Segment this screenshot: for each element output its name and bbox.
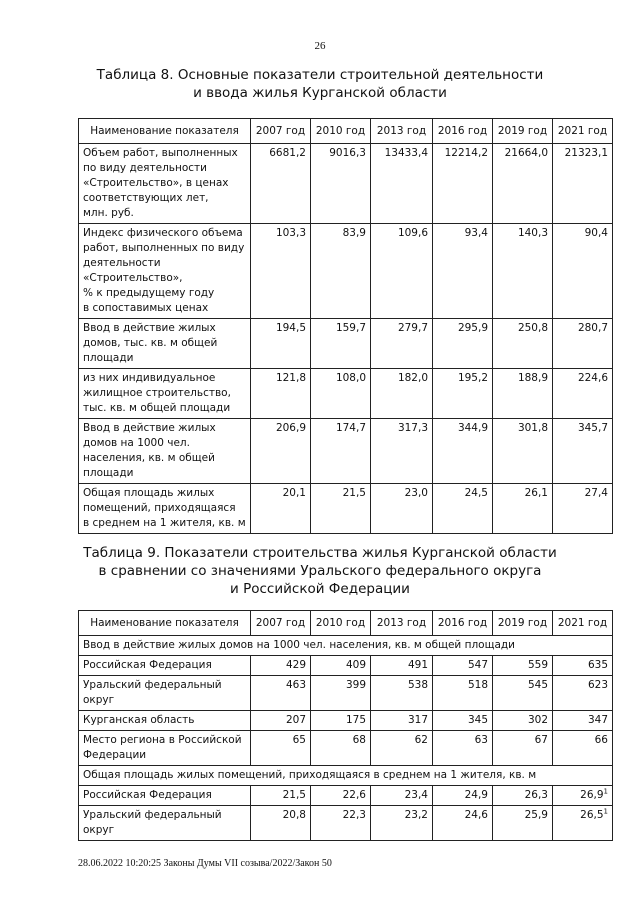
value-cell: 280,7 xyxy=(553,319,613,369)
value-cell: 345 xyxy=(433,711,493,731)
value-cell: 206,9 xyxy=(251,419,311,484)
header-year: 2019 год xyxy=(493,611,553,636)
value-cell: 21664,0 xyxy=(493,144,553,224)
value-cell: 538 xyxy=(371,676,433,711)
indicator-name xyxy=(79,144,251,224)
value-cell: 194,5 xyxy=(251,319,311,369)
table-row xyxy=(79,786,613,806)
header-year: 2019 год xyxy=(493,119,553,144)
table-row xyxy=(79,731,613,766)
value-cell: 635 xyxy=(553,656,613,676)
table-row xyxy=(79,711,613,731)
value-cell: 68 xyxy=(311,731,371,766)
value-cell: 109,6 xyxy=(371,224,433,319)
indicator-name-line: Российская Федерация xyxy=(83,789,212,801)
indicator-name xyxy=(79,806,251,841)
value-cell: 547 xyxy=(433,656,493,676)
value-cell: 24,5 xyxy=(433,484,493,534)
value-cell: 545 xyxy=(493,676,553,711)
header-indicator-name: Наименование показателя xyxy=(79,119,251,144)
indicator-name-line: Индекс физического объема xyxy=(83,227,243,239)
value-cell: 21,5 xyxy=(311,484,371,534)
indicator-name xyxy=(79,731,251,766)
indicator-name-line: «Строительство», xyxy=(83,272,183,284)
indicator-name xyxy=(79,676,251,711)
indicator-name-line: округ xyxy=(83,824,115,836)
indicator-name-line: Ввод в действие жилых xyxy=(83,322,216,334)
value-cell: 66 xyxy=(553,731,613,766)
value-cell: 90,4 xyxy=(553,224,613,319)
value-cell: 250,8 xyxy=(493,319,553,369)
indicator-name-line: в среднем на 1 жителя, кв. м xyxy=(83,517,246,529)
indicator-name xyxy=(79,419,251,484)
indicator-name xyxy=(79,711,251,731)
indicator-name-line: в сопоставимых ценах xyxy=(83,302,209,314)
indicator-name-line: из них индивидуальное xyxy=(83,372,216,384)
value-cell: 429 xyxy=(251,656,311,676)
header-year: 2016 год xyxy=(433,611,493,636)
value-cell: 24,6 xyxy=(433,806,493,841)
value-cell: 25,9 xyxy=(493,806,553,841)
table-row xyxy=(79,419,613,484)
header-year: 2013 год xyxy=(371,119,433,144)
value-cell: 21,5 xyxy=(251,786,311,806)
header-year: 2010 год xyxy=(311,119,371,144)
header-indicator-name: Наименование показателя xyxy=(79,611,251,636)
section-row xyxy=(79,766,613,786)
value-cell: 347 xyxy=(553,711,613,731)
indicator-name xyxy=(79,319,251,369)
table9-title-line: и Российской Федерации xyxy=(230,581,410,597)
value-cell: 21323,1 xyxy=(553,144,613,224)
table-row xyxy=(79,319,613,369)
section-title: Общая площадь жилых помещений, приходящаяся в среднем на 1 жителя, кв. м xyxy=(79,766,613,786)
value-cell: 108,0 xyxy=(311,369,371,419)
value-cell: 159,7 xyxy=(311,319,371,369)
value-cell: 140,3 xyxy=(493,224,553,319)
value-cell: 175 xyxy=(311,711,371,731)
table-row xyxy=(79,144,613,224)
value-cell: 224,6 xyxy=(553,369,613,419)
table8-title-line: и ввода жилья Курганской области xyxy=(193,85,447,101)
value-cell: 301,8 xyxy=(493,419,553,484)
value-cell: 344,9 xyxy=(433,419,493,484)
table-row xyxy=(79,369,613,419)
page-number: 26 xyxy=(314,40,326,52)
table-row xyxy=(79,806,613,841)
value-cell: 463 xyxy=(251,676,311,711)
value-cell: 317,3 xyxy=(371,419,433,484)
value-cell: 182,0 xyxy=(371,369,433,419)
value-cell: 174,7 xyxy=(311,419,371,484)
indicator-name-line: населения, кв. м общей xyxy=(83,452,215,464)
value-cell: 65 xyxy=(251,731,311,766)
header-year: 2021 год xyxy=(553,119,613,144)
table8-title-line: Таблица 8. Основные показатели строительной деятельности xyxy=(96,67,544,83)
indicator-name-line: деятельности xyxy=(83,257,161,269)
indicator-name-line: Объем работ, выполненных xyxy=(83,147,238,159)
value-cell: 317 xyxy=(371,711,433,731)
table8-header-row xyxy=(79,119,613,144)
indicator-name-line: млн. руб. xyxy=(83,207,134,219)
value-cell: 26,9$^1$ xyxy=(553,786,613,806)
indicator-name-line: помещений, приходящаяся xyxy=(83,502,236,514)
header-year: 2013 год xyxy=(371,611,433,636)
footer-stamp: 28.06.2022 10:20:25 Законы Думы VII созыва/2022/Закон 50 xyxy=(78,858,332,869)
table8 xyxy=(78,118,613,534)
indicator-name xyxy=(79,224,251,319)
indicator-name-line: жилищное строительство, xyxy=(83,387,231,399)
table9-title-line: Таблица 9. Показатели строительства жилья Курганской области xyxy=(83,545,557,561)
value-cell: 103,3 xyxy=(251,224,311,319)
header-year: 2007 год xyxy=(251,119,311,144)
indicator-name-line: соответствующих лет, xyxy=(83,192,209,204)
header-year: 2007 год xyxy=(251,611,311,636)
indicator-name-line: округ xyxy=(83,694,115,706)
value-cell: 67 xyxy=(493,731,553,766)
indicator-name-line: по виду деятельности xyxy=(83,162,207,174)
indicator-name-line: домов на 1000 чел. xyxy=(83,437,190,449)
value-cell: 295,9 xyxy=(433,319,493,369)
value-cell: 23,2 xyxy=(371,806,433,841)
table9-title-line: в сравнении со значениями Уральского федерального округа xyxy=(98,563,542,579)
value-cell: 302 xyxy=(493,711,553,731)
value-cell: 6681,2 xyxy=(251,144,311,224)
indicator-name xyxy=(79,656,251,676)
value-cell: 121,8 xyxy=(251,369,311,419)
value-cell: 23,4 xyxy=(371,786,433,806)
indicator-name-line: Российская Федерация xyxy=(83,659,212,671)
value-cell: 22,6 xyxy=(311,786,371,806)
indicator-name xyxy=(79,369,251,419)
indicator-name-line: площади xyxy=(83,467,134,479)
value-cell: 623 xyxy=(553,676,613,711)
indicator-name xyxy=(79,484,251,534)
value-cell: 409 xyxy=(311,656,371,676)
indicator-name-line: Уральский федеральный xyxy=(83,809,222,821)
value-cell: 26,3 xyxy=(493,786,553,806)
value-cell: 27,4 xyxy=(553,484,613,534)
indicator-name-line: Федерации xyxy=(83,749,147,761)
table9 xyxy=(78,610,613,841)
value-cell: 12214,2 xyxy=(433,144,493,224)
indicator-name-line: Ввод в действие жилых xyxy=(83,422,216,434)
value-cell: 93,4 xyxy=(433,224,493,319)
table9-header-row xyxy=(79,611,613,636)
section-title: Ввод в действие жилых домов на 1000 чел. населения, кв. м общей площади xyxy=(79,636,613,656)
table-row xyxy=(79,676,613,711)
value-cell: 559 xyxy=(493,656,553,676)
value-cell: 207 xyxy=(251,711,311,731)
value-cell: 345,7 xyxy=(553,419,613,484)
value-cell: 188,9 xyxy=(493,369,553,419)
header-year: 2016 год xyxy=(433,119,493,144)
indicator-name-line: Место региона в Российской xyxy=(83,734,242,746)
value-cell: 62 xyxy=(371,731,433,766)
indicator-name-line: Курганская область xyxy=(83,714,195,726)
value-cell: 26,1 xyxy=(493,484,553,534)
value-cell: 20,8 xyxy=(251,806,311,841)
indicator-name-line: работ, выполненных по виду xyxy=(83,242,245,254)
value-cell: 491 xyxy=(371,656,433,676)
table-row xyxy=(79,656,613,676)
header-year: 2010 год xyxy=(311,611,371,636)
indicator-name-line: тыс. кв. м общей площади xyxy=(83,402,231,414)
indicator-name-line: домов, тыс. кв. м общей xyxy=(83,337,218,349)
footnote-mark: 1 xyxy=(603,807,608,816)
value-cell: 9016,3 xyxy=(311,144,371,224)
value-cell: 20,1 xyxy=(251,484,311,534)
indicator-name-line: % к предыдущему году xyxy=(83,287,215,299)
value-cell: 279,7 xyxy=(371,319,433,369)
indicator-name-line: Общая площадь жилых xyxy=(83,487,215,499)
value-cell: 83,9 xyxy=(311,224,371,319)
indicator-name xyxy=(79,786,251,806)
footnote-mark: 1 xyxy=(603,787,608,796)
table-row xyxy=(79,224,613,319)
value-cell: 399 xyxy=(311,676,371,711)
value-cell: 63 xyxy=(433,731,493,766)
value-cell: 22,3 xyxy=(311,806,371,841)
value-cell: 13433,4 xyxy=(371,144,433,224)
table9-title xyxy=(0,544,640,598)
header-year: 2021 год xyxy=(553,611,613,636)
indicator-name-line: Уральский федеральный xyxy=(83,679,222,691)
value-cell: 26,5$^1$ xyxy=(553,806,613,841)
table-row xyxy=(79,484,613,534)
indicator-name-line: площади xyxy=(83,352,134,364)
value-cell: 24,9 xyxy=(433,786,493,806)
indicator-name-line: «Строительство», в ценах xyxy=(83,177,229,189)
value-cell: 195,2 xyxy=(433,369,493,419)
section-row xyxy=(79,636,613,656)
value-cell: 23,0 xyxy=(371,484,433,534)
table8-title xyxy=(0,66,640,102)
value-cell: 518 xyxy=(433,676,493,711)
